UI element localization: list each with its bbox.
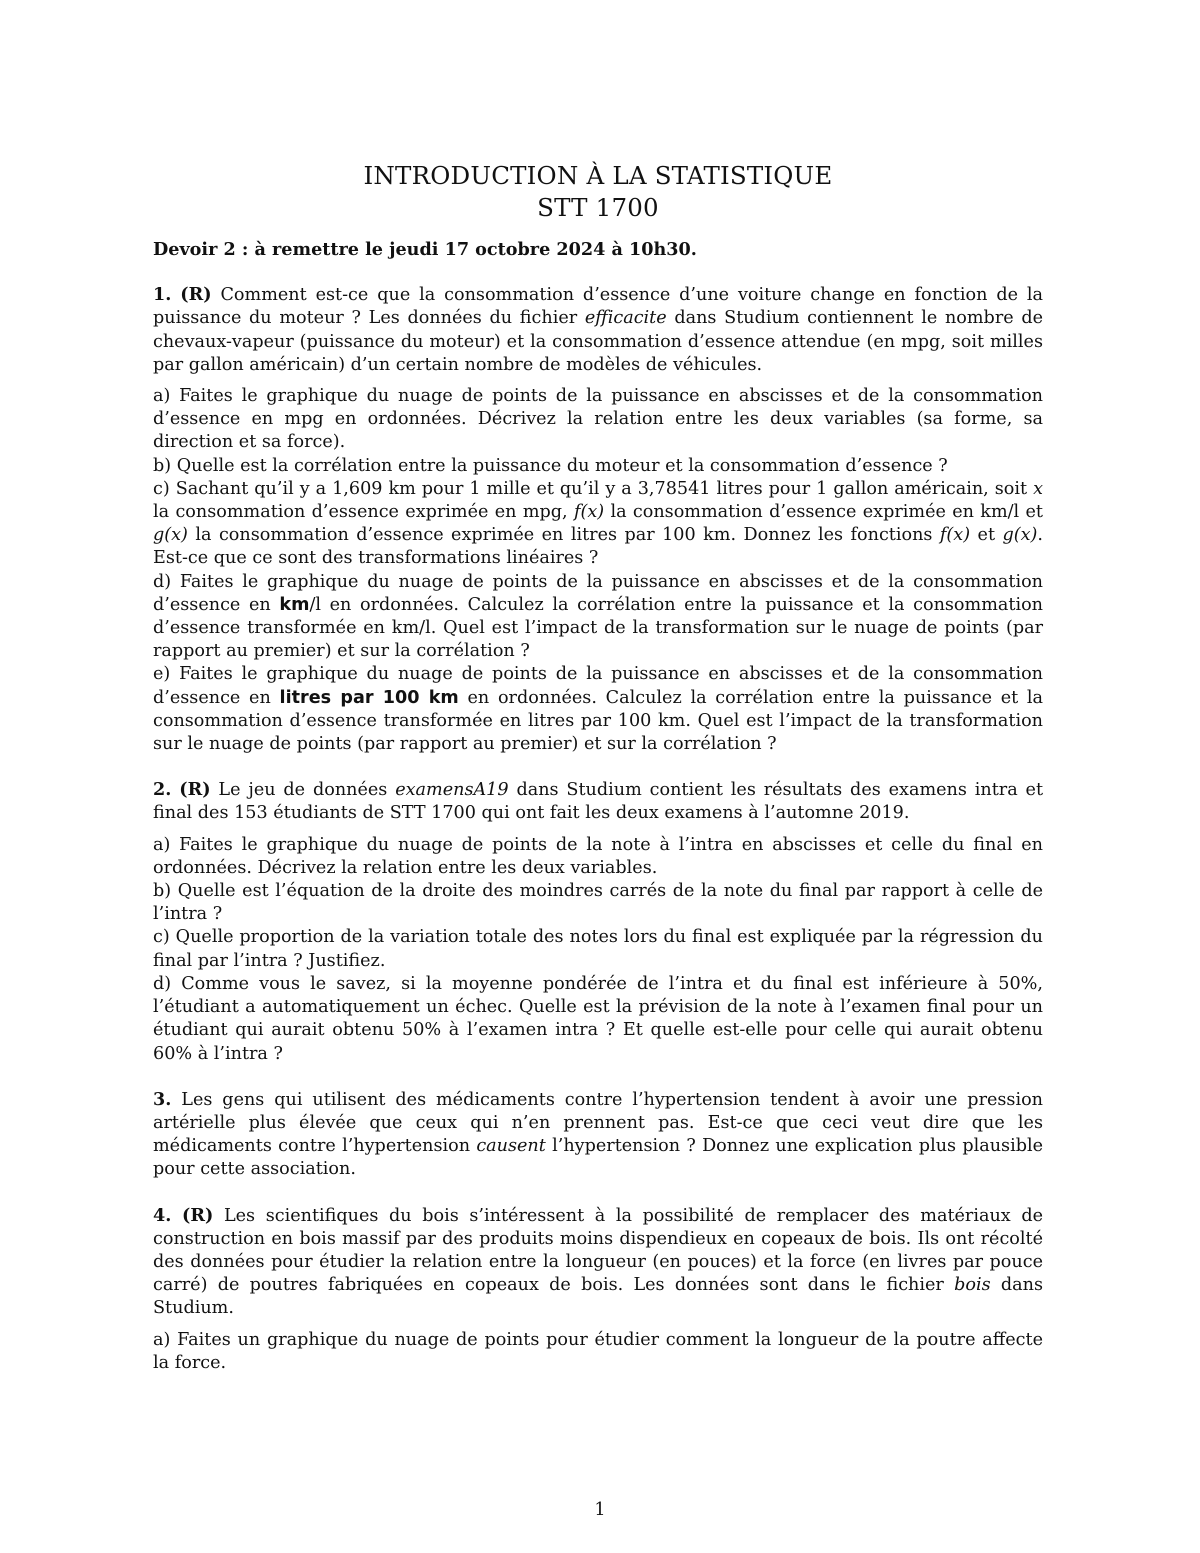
subquestion-text: d) Faites le graphique du nuage de points de la puissance en abscisses et de la consommation d’essence en	[153, 571, 1043, 615]
subquestion-text: . Est-ce que ce sont des transformations linéaires ?	[153, 525, 1043, 569]
document-title	[153, 160, 1043, 224]
file-name: examensA19	[395, 780, 509, 801]
document-page	[153, 160, 1043, 1375]
question-3-text	[153, 1088, 1043, 1182]
file-name: efficacite	[584, 308, 667, 329]
question-1-subparts	[153, 385, 1043, 756]
subquestion-text: en ordonnées. Calculez la corrélation entre la puissance et la consommation d’essence transformée en litres par 100 km. Quel est l’impact de la transformation sur le nuage de points (par rapport au premier) et sur la corrélation ?	[153, 687, 1044, 755]
question-text: dans Studium.	[153, 1275, 1043, 1319]
question-text: dans Studium contiennent le nombre de chevaux-vapeur (puissance du moteur) et la consommation d’essence attendue (en mpg, soit milles par gallon américain) d’un certain nombre de modèles de véhicules.	[153, 308, 1044, 375]
subquestion-a: a) Faites un graphique du nuage de points pour étudier comment la longueur de la poutre affecte la force.	[153, 1329, 1043, 1373]
question-1-intro	[153, 283, 1043, 377]
subquestion-e	[153, 663, 1043, 756]
title-line-2: STT 1700	[537, 193, 659, 222]
question-3	[153, 1088, 1043, 1182]
page-number: 1	[594, 1500, 606, 1520]
question-number: 2.	[153, 779, 172, 801]
r-tag: (R)	[182, 1204, 214, 1226]
subquestion-text: la consommation d’essence exprimée en km/l et	[610, 502, 1043, 523]
subquestion-d: d) Comme vous le savez, si la moyenne pondérée de l’intra et du final est inférieure à 50%, l’étudiant a automatiquement un échec. Quelle est la prévision de la note à l’examen final pour un étudiant qui aurait obtenu 50% à l’examen intra ? Et quelle est-elle pour celle qui aurait obtenu 60% à l’intra ?	[153, 973, 1043, 1064]
question-2	[153, 778, 1043, 1065]
question-2-subparts	[153, 834, 1043, 1066]
subquestion-b: b) Quelle est la corrélation entre la puissance du moteur et la consommation d’essence ?	[153, 455, 948, 476]
subquestion-c	[153, 478, 1043, 571]
subquestion-text: la consommation d’essence exprimée en mpg,	[153, 502, 568, 523]
subquestion-text: /l en ordonnées. Calculez la corrélation entre la puissance et la consommation d’essence transformée en km/l. Quel est l’impact de la transformation sur le nuage de points (par rapport au premier) et sur la corrélation ?	[153, 594, 1044, 662]
subquestion-a: a) Faites le graphique du nuage de points de la note à l’intra en abscisses et celle du final en ordonnées. Décrivez la relation entre les deux variables.	[153, 834, 1043, 878]
question-4-intro	[153, 1204, 1043, 1321]
question-text: l’hypertension ? Donnez une explication plus plausible pour cette association.	[153, 1136, 1043, 1180]
question-4-subparts	[153, 1329, 1043, 1375]
question-number: 1.	[153, 284, 172, 306]
subquestion-c: c) Quelle proportion de la variation totale des notes lors du final est expliquée par la régression du final par l’intra ? Justifiez.	[153, 927, 1043, 971]
r-tag: (R)	[179, 779, 211, 801]
title-line-1: INTRODUCTION À LA STATISTIQUE	[363, 161, 833, 190]
question-text: Comment est-ce que la consommation d’essence d’une voiture change en fonction de la puissance du moteur ? Les données du fichier	[153, 285, 1044, 329]
math-variable: x	[1033, 478, 1043, 499]
question-text: Les scientifiques du bois s’intéressent à la possibilité de remplacer des matériaux de construction en bois massif par des produits moins dispendieux en copeaux de bois. Ils ont récolté des données pour étudier la relation entre la longueur (en pouces) et la force (en livres par pouce carré) de poutres fabriquées en copeaux de bois. Les données sont dans le fichier	[153, 1205, 1044, 1296]
question-4	[153, 1204, 1043, 1375]
math-function: g(x)	[153, 525, 188, 546]
subquestion-text: e) Faites le graphique du nuage de points de la puissance en abscisses et de la consommation d’essence en	[153, 664, 1043, 708]
question-number: 3.	[153, 1088, 172, 1110]
due-date-line: Devoir 2 : à remettre le jeudi 17 octobre 2024 à 10h30.	[153, 239, 697, 260]
subquestion-text: c) Sachant qu’il y a 1,609 km pour 1 mille et qu’il y a 3,78541 litres pour 1 gallon américain, soit	[153, 478, 1028, 499]
subquestion-text: et	[977, 525, 996, 546]
question-text: dans Studium contient les résultats des examens intra et final des 153 étudiants de STT 1700 qui ont fait les deux examens à l’automne 2019.	[153, 780, 1044, 824]
subquestion-b: b) Quelle est l’équation de la droite des moindres carrés de la note du final par rapport à celle de l’intra ?	[153, 881, 1043, 925]
bold-unit: litres par 100 km	[279, 687, 459, 708]
question-text: Les gens qui utilisent des médicaments contre l’hypertension tendent à avoir une pression artérielle plus élevée que ceux qui n’en prennent pas. Est-ce que ceci veut dire que les médicaments contre l’hypertension	[153, 1089, 1043, 1157]
subquestion-text: la consommation d’essence exprimée en litres par 100 km. Donnez les fonctions	[195, 525, 933, 546]
question-2-intro	[153, 778, 1043, 825]
question-number: 4.	[153, 1204, 172, 1226]
question-text: Le jeu de données	[218, 780, 388, 801]
subquestion-d	[153, 571, 1043, 664]
math-function: g(x)	[1002, 525, 1038, 546]
subquestion-a: a) Faites le graphique du nuage de points de la puissance en abscisses et de la consommation d’essence en mpg en ordonnées. Décrivez la relation entre les deux variables (sa forme, sa direction et sa force).	[153, 386, 1043, 453]
file-name: bois	[954, 1275, 991, 1296]
math-function: f(x)	[939, 525, 971, 546]
r-tag: (R)	[180, 284, 212, 306]
math-function: f(x)	[573, 502, 605, 523]
question-1	[153, 283, 1043, 756]
emphasized-word: causent	[476, 1136, 546, 1157]
bold-unit: km	[279, 594, 310, 615]
